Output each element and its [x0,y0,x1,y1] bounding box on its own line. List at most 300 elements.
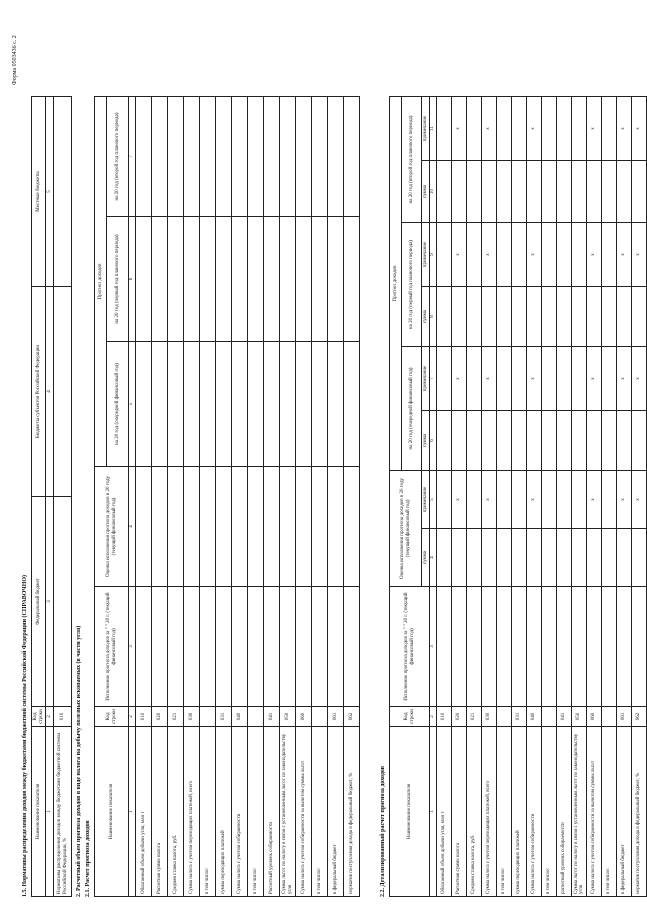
cell [437,96,452,160]
t21-hdr-estimate: Оценка исполнения прогноза доходов в 20 году (текущий финансовый год) [95,467,129,587]
row-code: 060 [587,707,602,727]
cell [587,286,602,346]
num: 3 [46,497,54,707]
cell [467,587,482,707]
cell [467,410,482,470]
hdr-name: Наименование показателя [32,727,46,897]
cell [296,467,312,587]
norm-row-name: Нормативы распределения доходов между бюджетами бюджетной системы Российской Федерации, % [54,727,72,897]
cell [512,470,527,528]
cell [168,342,184,467]
cell [572,222,587,286]
row-code: 030 [482,707,497,727]
table-row [248,97,264,897]
row-code: 020 [152,707,168,727]
x-mark: x [482,346,497,410]
cell [136,97,152,217]
cell [136,587,152,707]
cell [452,587,467,707]
table-row [437,96,452,896]
row-code: 061 [617,707,632,727]
col-number: 4 [129,467,136,587]
x-mark: x [527,470,542,528]
num: 1 [46,727,54,897]
cell [264,587,280,707]
row-code: 040 [527,707,542,727]
cell [482,160,497,222]
cell [632,587,647,707]
table-row [200,97,216,897]
cell [328,587,344,707]
cell [437,470,452,528]
cell [437,160,452,222]
table-row [617,96,632,896]
cell [572,470,587,528]
hdr-note: примечание [422,96,430,160]
cell [527,286,542,346]
cell [152,587,168,707]
cell [136,217,152,342]
cell [602,160,617,222]
row-name: в том числе: [602,727,617,897]
cell [467,286,482,346]
table-row [512,96,527,896]
row-name: Сумма налога с учетом собираемости за вычетом суммы льгот [587,727,602,897]
row-name: Расчетная сумма налога [152,727,168,897]
cell [497,529,512,587]
cell [216,467,232,587]
cell [232,467,248,587]
cell [136,467,152,587]
cell [54,287,72,497]
cell [248,217,264,342]
col-number: 7 [129,97,136,217]
cell [344,217,360,342]
table-row [152,97,168,897]
cell [184,217,200,342]
row-code: 062 [632,707,647,727]
table-row [232,97,248,897]
x-mark: x [527,96,542,160]
x-mark: x [632,96,647,160]
cell [572,96,587,160]
cell [467,529,482,587]
cell [264,342,280,467]
cell [312,217,328,342]
table-row [557,96,572,896]
cell [587,410,602,470]
row-name: Сумма налога с учетом собираемости [232,727,248,897]
table-row [542,96,557,896]
row-name: Сумма льгот по налогу в связи с установленным льгот по законодательству угля [572,727,587,897]
row-code [200,707,216,727]
table-row [312,97,328,897]
hdr-sum: сумма [422,529,430,587]
table-row [296,97,312,897]
row-code: 020 [452,707,467,727]
x-mark: x [482,222,497,286]
row-code [602,707,617,727]
table-row [168,97,184,897]
cell [216,342,232,467]
cell [264,467,280,587]
t22-hdr-p3: на 20 год (второй год планового периода) [402,96,422,222]
col-number: 10 [430,160,437,222]
cell [497,222,512,286]
cell [312,342,328,467]
cell [54,497,72,707]
row-name: в том числе: [200,727,216,897]
hdr-note: примечание [422,346,430,410]
x-mark: x [452,222,467,286]
cell [232,587,248,707]
cell [557,470,572,528]
table-row [467,96,482,896]
cell [602,346,617,410]
cell [587,160,602,222]
cell [54,97,72,287]
t21-hdr-name: Наименование показателя [95,727,129,897]
cell [344,97,360,217]
cell [542,529,557,587]
cell [467,222,482,286]
table-row [587,96,602,896]
cell [437,410,452,470]
cell [184,587,200,707]
t22-hdr-exec: Исполнение прогноза доходов за " " 20 г. (текущий финансовый год) [390,587,430,707]
cell [572,286,587,346]
cell [527,529,542,587]
cell [437,346,452,410]
row-name: Расчетная сумма налога [452,727,467,897]
row-code: 061 [328,707,344,727]
hdr-sum: сумма [422,410,430,470]
cell [344,587,360,707]
col-number: 9 [430,222,437,286]
x-mark: x [452,96,467,160]
cell [632,410,647,470]
detailed-forecast-table [389,96,647,897]
cell [602,96,617,160]
table-row [280,97,296,897]
t21-hdr-p3: на 20 год (второй год планового периода) [107,97,129,217]
cell [512,587,527,707]
table-row [602,96,617,896]
cell [280,217,296,342]
table-row [328,97,344,897]
cell [617,286,632,346]
row-name: Средняя ставка налога, руб. [467,727,482,897]
row-name: Облагаемый объем добычи угля, млн т [136,727,152,897]
t22-hdr-estimate: Оценка исполнения прогноза доходов в 20 году (текущий финансовый год) [390,470,422,586]
col-number: 5 [129,342,136,467]
row-name: в том числе: [312,727,328,897]
hdr-local: Местные бюджеты [32,97,46,287]
x-mark: x [632,346,647,410]
cell [296,342,312,467]
t21-hdr-code: Код строки [95,707,129,727]
cell [497,470,512,528]
t22-hdr-name: Наименование показателя [390,727,430,897]
cell [437,222,452,286]
cell [328,217,344,342]
cell [200,467,216,587]
cell [216,587,232,707]
row-name: в федеральный бюджет [328,727,344,897]
cell [467,96,482,160]
row-name: Облагаемый объем добычи угля, млн т [437,727,452,897]
row-name: Средняя ставка налога, руб. [168,727,184,897]
cell [512,410,527,470]
cell [328,342,344,467]
table-row [482,96,497,896]
cell [467,160,482,222]
t21-hdr-p2: на 20 год (первый год планового периода) [107,217,129,342]
cell [542,160,557,222]
cell [542,346,557,410]
section-2-1-title: 2.1. Расчет прогноза доходов [85,820,91,897]
cell [200,217,216,342]
cell [617,410,632,470]
hdr-sum: сумма [422,286,430,346]
cell [542,410,557,470]
cell [216,217,232,342]
row-name: в том числе: [497,727,512,897]
x-mark: x [617,470,632,528]
table-row [136,97,152,897]
row-name: Сумма льгот по налогу в связи с установленным льгот по законодательству угля [280,727,296,897]
row-code: 010 [136,707,152,727]
x-mark: x [587,222,602,286]
row-code: 060 [296,707,312,727]
cell [557,410,572,470]
table-row [572,96,587,896]
cell [617,529,632,587]
table-row [216,97,232,897]
cell [557,286,572,346]
cell [572,160,587,222]
cell [497,286,512,346]
cell [497,96,512,160]
cell [328,467,344,587]
cell [557,346,572,410]
row-name: в том числе: [248,727,264,897]
cell [216,97,232,217]
table-row [527,96,542,896]
x-mark: x [587,470,602,528]
x-mark: x [527,346,542,410]
cell [452,286,467,346]
cell [497,410,512,470]
col-number: 2 [430,707,437,727]
row-name: сумма переходящих платежей [512,727,527,897]
t21-hdr-p1: на 20 год (очередной финансовый год) [107,342,129,467]
cell [557,222,572,286]
cell [527,587,542,707]
cell [572,529,587,587]
row-name: Сумма налога с учетом собираемости [527,727,542,897]
table-row [264,97,280,897]
hdr-code: Код строки [32,707,46,727]
hdr-note: примечание [422,470,430,528]
cell [184,342,200,467]
cell [437,286,452,346]
row-code: 050 [572,707,587,727]
cell [467,346,482,410]
cell [437,529,452,587]
x-mark: x [632,222,647,286]
hdr-federal: Федеральный бюджет [32,497,46,707]
col-number: 4 [430,529,437,587]
x-mark: x [617,222,632,286]
cell [280,467,296,587]
row-code: 041 [557,707,572,727]
cell [497,346,512,410]
cell [512,286,527,346]
row-name: сумма переходящих платежей [216,727,232,897]
table-row [452,96,467,896]
cell [602,410,617,470]
cell [248,97,264,217]
row-name: в федеральный бюджет [617,727,632,897]
row-code [312,707,328,727]
norms-table [31,96,72,897]
col-number: 6 [430,410,437,470]
cell [452,410,467,470]
cell [482,286,497,346]
x-mark: x [482,96,497,160]
cell [280,342,296,467]
col-number: 2 [129,707,136,727]
cell [168,97,184,217]
forecast-table [94,96,360,897]
cell [168,587,184,707]
hdr-regional: Бюджеты субъектов Российской Федерации [32,287,46,497]
cell [482,410,497,470]
t21-body [136,97,360,897]
x-mark: x [452,470,467,528]
cell [632,160,647,222]
x-mark: x [617,96,632,160]
cell [572,587,587,707]
cell [602,222,617,286]
section-2-title: 2. Расчетный объем прогноза доходов в виде налога на добычу полезных ископаемых (в части угля) [76,625,82,897]
cell [512,96,527,160]
row-name: Сумма налога с учетом собираемости за вычетом суммы льгот [296,727,312,897]
table-row [344,97,360,897]
cell [542,587,557,707]
col-number: 3 [129,587,136,707]
t22-body [437,96,647,896]
cell [312,587,328,707]
row-code: 010 [437,707,452,727]
table-row [497,96,512,896]
cell [248,342,264,467]
row-code: 031 [216,707,232,727]
cell [184,97,200,217]
cell [587,529,602,587]
cell [296,97,312,217]
t21-col-numbers [129,97,136,897]
col-number: 3 [430,587,437,707]
cell [152,467,168,587]
cell [344,467,360,587]
cell [168,217,184,342]
cell [280,97,296,217]
cell [617,587,632,707]
row-name: Сумма налога с учетом переходящих платежей, всего [184,727,200,897]
cell [312,97,328,217]
cell [512,346,527,410]
x-mark: x [452,346,467,410]
cell [632,286,647,346]
cell [497,160,512,222]
row-code [248,707,264,727]
num: 4 [46,287,54,497]
cell [602,286,617,346]
cell [602,470,617,528]
col-number: 11 [430,96,437,160]
cell [344,342,360,467]
cell [467,470,482,528]
t22-hdr-p2: на 20 год (первый год планового периода) [402,222,422,346]
row-code: 021 [168,707,184,727]
cell [200,342,216,467]
cell [328,97,344,217]
row-code: 040 [232,707,248,727]
cell [200,587,216,707]
row-name: в том числе: [542,727,557,897]
table-row [184,97,200,897]
cell [437,587,452,707]
norm-row-code: 010 [54,707,72,727]
cell [452,160,467,222]
cell [512,222,527,286]
col-number: 5 [430,470,437,528]
row-code [497,707,512,727]
t22-hdr-p1: на 20 год (очередной финансовый год) [402,346,422,470]
col-number: 6 [129,217,136,342]
cell [602,529,617,587]
cell [264,217,280,342]
cell [572,410,587,470]
row-code: 021 [467,707,482,727]
cell [542,222,557,286]
row-name: расчетный уровень собираемости [557,727,572,897]
cell [602,587,617,707]
cell [587,587,602,707]
table-row [632,96,647,896]
row-code: 031 [512,707,527,727]
cell [482,529,497,587]
cell [542,286,557,346]
cell [557,529,572,587]
col-number: 7 [430,346,437,410]
cell [482,587,497,707]
cell [557,96,572,160]
row-name: Расчетный уровень собираемости [264,727,280,897]
col-number: 1 [129,727,136,897]
cell [632,529,647,587]
cell [527,410,542,470]
x-mark: x [632,470,647,528]
x-mark: x [482,470,497,528]
cell [542,96,557,160]
row-name: норматив поступления дохода в федеральный бюджет, % [344,727,360,897]
x-mark: x [587,96,602,160]
cell [136,342,152,467]
hdr-sum: сумма [422,160,430,222]
